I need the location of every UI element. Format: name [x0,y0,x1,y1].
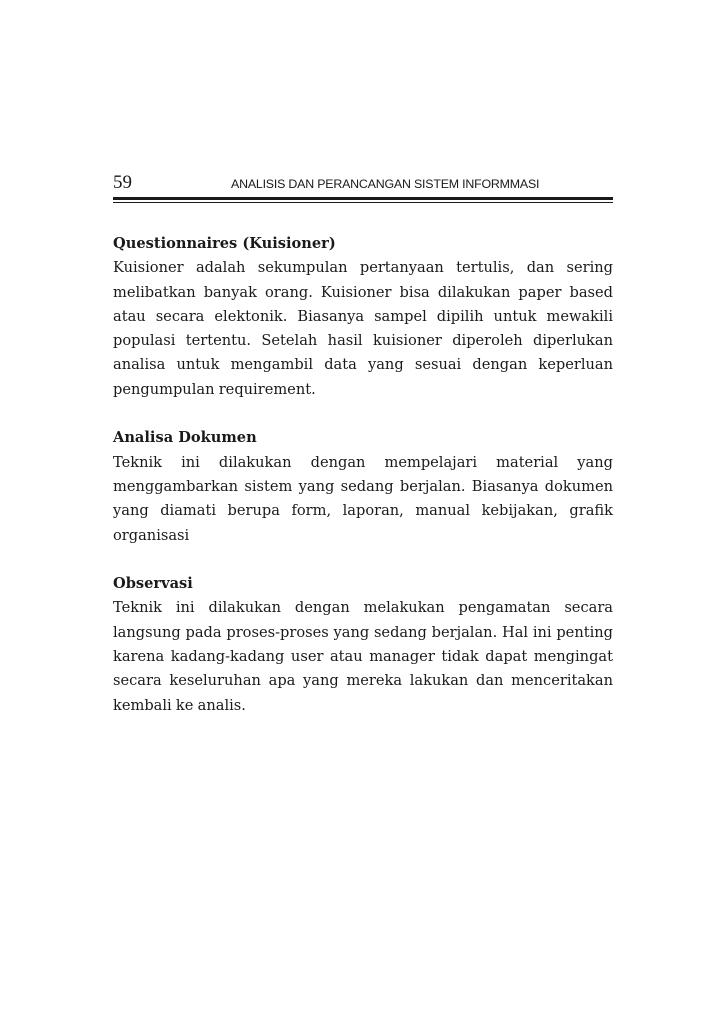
section-heading: Observasi [113,575,193,593]
section-paragraph: Teknik ini dilakukan dengan melakukan pengamatan secara langsung pada proses-proses yang sedang berjalan. Hal ini penting karena kadang-kadang user atau manager tidak dapat mengingat secara keseluruhan apa yang mereka lakukan dan menceritakan kembali ke analis. [113,599,613,714]
section-paragraph: Teknik ini dilakukan dengan mempelajari material yang menggambarkan sistem yang sedang berjalan. Biasanya dokumen yang diamati berupa form, laporan, manual kebijakan, grafik organisasi [113,453,613,544]
page-number: 59 [113,172,132,193]
section-paragraph: Kuisioner adalah sekumpulan pertanyaan tertulis, dan sering melibatkan banyak orang. Kuisioner bisa dilakukan paper based atau secara elektonik. Biasanya sampel dipilih untuk mewakili populasi tertentu. Setelah hasil kuisioner diperoleh diperlukan analisa untuk mengambil data yang sesuai dengan keperluan pengumpulan requirement. [113,259,613,398]
running-title: ANALISIS DAN PERANCANGAN SISTEM INFORMMASI [231,177,540,191]
section-analisa-dokumen [113,426,613,547]
section-observasi [113,572,613,718]
section-heading: Questionnaires (Kuisioner) [113,235,336,252]
section-kuisioner [113,232,613,402]
section-heading: Analisa Dokumen [113,429,257,447]
page-content [113,232,613,742]
header-rule-thin [113,202,613,203]
page-header [113,172,613,194]
header-rule-thick [113,197,613,200]
